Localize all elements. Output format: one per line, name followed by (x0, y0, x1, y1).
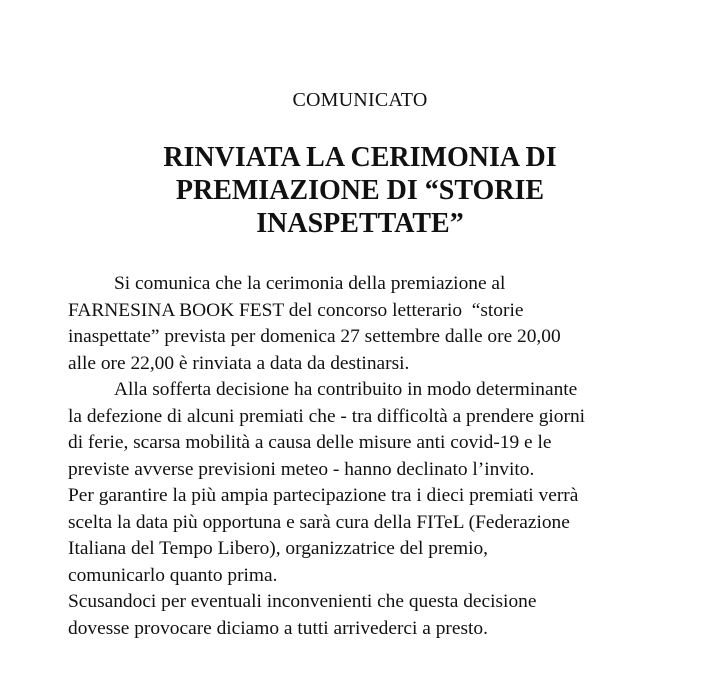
body-line: Italiana del Tempo Libero), organizzatrice del premio, (68, 538, 489, 559)
body-line: la defezione di alcuni premiati che - tra difficoltà a prendere giorni (68, 405, 586, 427)
document-title (60, 141, 660, 240)
body-line: Si comunica che la cerimonia della premiazione al (114, 273, 506, 294)
title-line: RINVIATA LA CERIMONIA DI (163, 142, 557, 173)
body-line: Alla sofferta decisione ha contribuito in modo determinante (114, 379, 578, 400)
body-line: previste avverse previsioni meteo - hanno declinato l’invito. (68, 458, 535, 480)
body-line: comunicarlo quanto prima. (68, 564, 278, 586)
document-label: COMUNICATO (292, 89, 428, 111)
title-line: INASPETTATE” (256, 208, 464, 239)
body-line: Scusandoci per eventuali inconvenienti che questa decisione (68, 591, 537, 612)
body-line: dovesse provocare diciamo a tutti arrivederci a presto. (68, 617, 488, 639)
title-line: PREMIAZIONE DI “STORIE (175, 175, 545, 206)
document-body (68, 271, 708, 642)
body-line: inaspettate” prevista per domenica 27 settembre dalle ore 20,00 (68, 326, 561, 347)
body-line: FARNESINA BOOK FEST del concorso letterario “storie (68, 299, 524, 321)
body-line: Per garantire la più ampia partecipazione tra i dieci premiati verrà (68, 485, 579, 506)
body-line: scelta la data più opportuna e sarà cura della FITeL (Federazione (68, 511, 570, 533)
body-line: di ferie, scarsa mobilità a causa delle misure anti covid-19 e le (68, 432, 552, 453)
body-line: alle ore 22,00 è rinviata a data da destinarsi. (68, 352, 410, 374)
